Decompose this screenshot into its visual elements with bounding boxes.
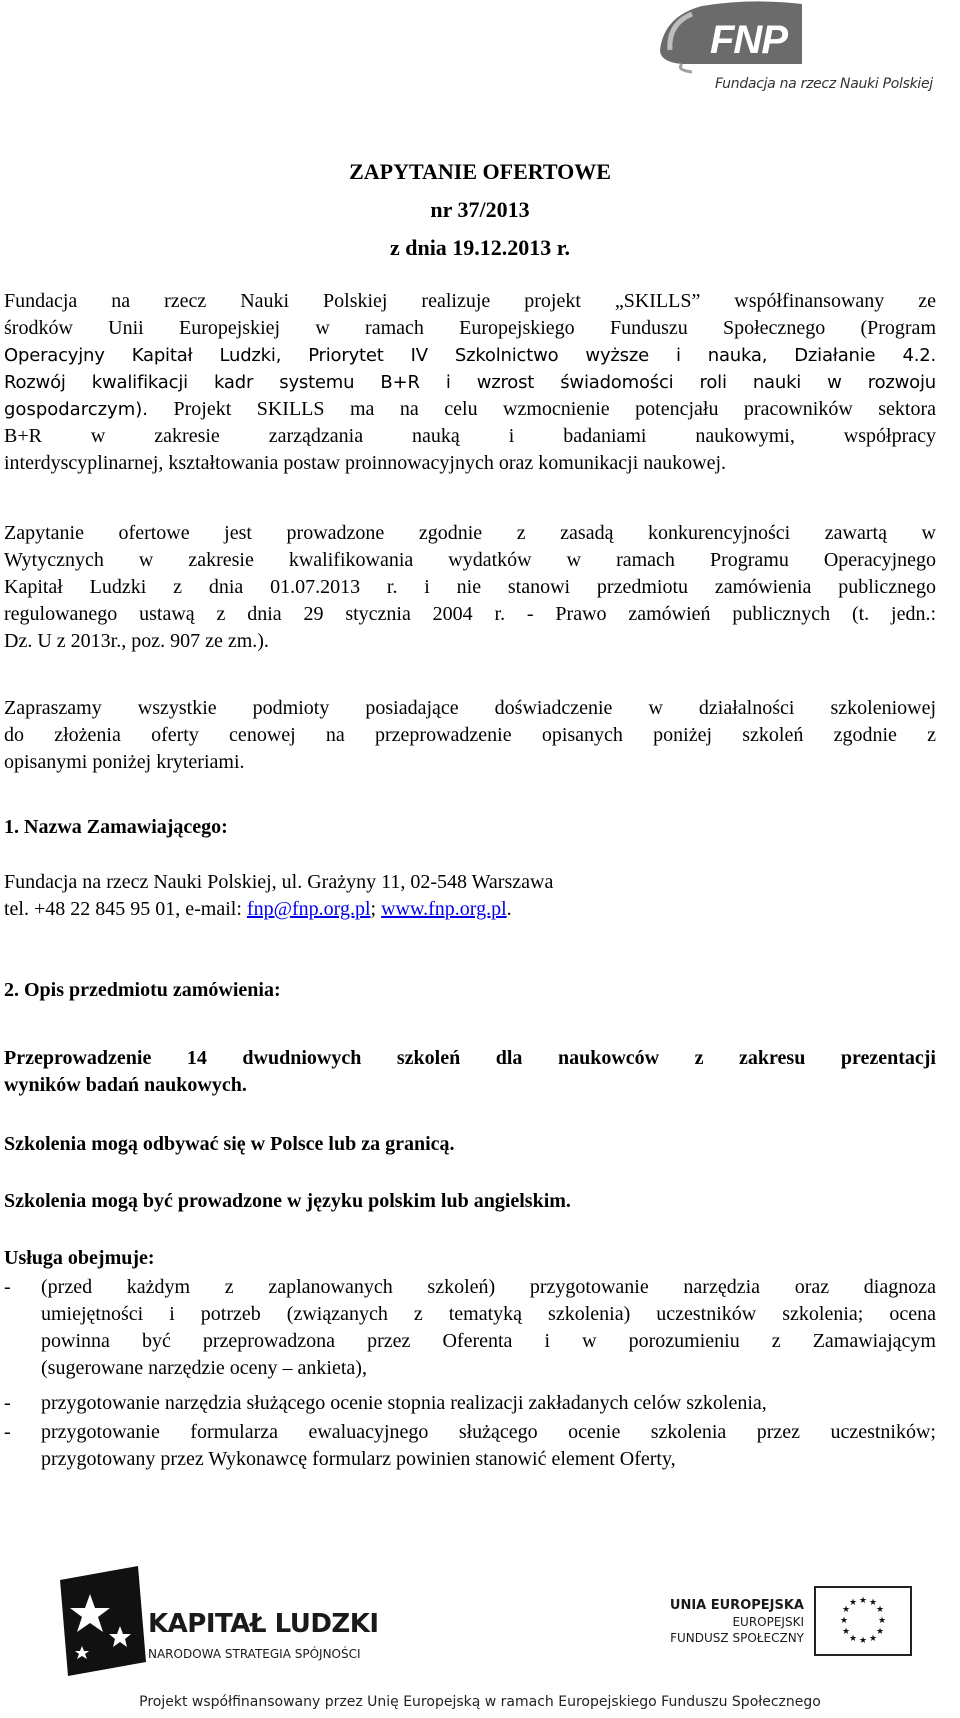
order-subject-line: Przeprowadzenie 14 dwudniowych szkoleń dla naukowców z zakresu prezentacji (4, 1047, 936, 1069)
list-dash: - (4, 1421, 11, 1443)
svg-text:★: ★ (839, 1616, 849, 1626)
invitation-line: Zapraszamy wszystkie podmioty posiadające doświadczenie w działalności szkoleniowej (4, 697, 936, 719)
svg-text:★: ★ (868, 1634, 878, 1644)
intro-line-end: Projekt SKILLS ma na celu wzmocnienie potencjału pracowników sektora (173, 398, 937, 420)
basis-line: Kapitał Ludzki z dnia 01.07.2013 r. i nie stanowi przedmiotu zamówienia publicznego (4, 576, 936, 598)
orderer-address: Fundacja na rzecz Nauki Polskiej, ul. Grażyny 11, 02-548 Warszawa (4, 871, 554, 893)
basis-line: Zapytanie ofertowe jest prowadzone zgodnie z zasadą konkurencyjności zawartą w (4, 522, 936, 544)
svg-text:★: ★ (841, 1627, 851, 1637)
svg-text:★: ★ (877, 1616, 887, 1626)
svg-text:★: ★ (868, 1598, 878, 1608)
training-language: Szkolenia mogą być prowadzone w języku polskim lub angielskim. (4, 1190, 571, 1212)
invitation-line: do złożenia oferty cenowej na przeprowadzenie opisanych poniżej szkoleń zgodnie z (4, 724, 936, 746)
service-item-line: powinna być przeprowadzona przez Oferenta i w porozumieniu z Zamawiającym (41, 1330, 936, 1352)
section-2-heading: 2. Opis przedmiotu zamówienia: (4, 979, 281, 1001)
training-location: Szkolenia mogą odbywać się w Polsce lub za granicą. (4, 1133, 455, 1155)
service-item (4, 1390, 936, 1417)
contact-prefix: tel. +48 22 845 95 01, e-mail: (4, 898, 247, 920)
footer-cofinancing-note: Projekt współfinansowany przez Unię Europejską w ramach Europejskiego Funduszu Społecznego (139, 1694, 821, 1710)
website-link[interactable]: www.fnp.org.pl (381, 898, 507, 920)
contact-separator: ; (370, 898, 382, 920)
svg-text:★: ★ (858, 1636, 868, 1646)
service-item (4, 1419, 936, 1473)
service-item-line: przygotowanie narzędzia służącego ocenie stopnia realizacji zakładanych celów szkolenia, (41, 1392, 767, 1414)
kapital-ludzki-title: KAPITAŁ LUDZKI (148, 1609, 379, 1639)
intro-line: B+R w zakresie zarządzania nauką i badaniami naukowymi, współpracy (4, 425, 936, 447)
intro-line: Fundacja na rzecz Nauki Polskiej realizuje projekt „SKILLS” współfinansowany ze (4, 290, 936, 312)
svg-text:★: ★ (875, 1627, 885, 1637)
intro-line-start: gospodarczym). (4, 399, 148, 420)
svg-text:★: ★ (875, 1605, 885, 1615)
document-title: ZAPYTANIE OFERTOWE (349, 159, 611, 184)
eu-line-1: UNIA EUROPEJSKA (669, 1598, 804, 1613)
email-link[interactable]: fnp@fnp.org.pl (246, 898, 371, 920)
service-item (4, 1274, 936, 1382)
intro-line: Rozwój kwalifikacji kadr systemu B+R i wzrost świadomości roli nauki w rozwoju (4, 372, 936, 393)
invitation-line: opisanymi poniżej kryteriami. (4, 751, 245, 773)
service-heading: Usługa obejmuje: (4, 1247, 155, 1269)
intro-line: Operacyjny Kapitał Ludzki, Priorytet IV Szkolnictwo wyższe i nauka, Działanie 4.2. (4, 345, 936, 366)
basis-line: Wytycznych w zakresie kwalifikowania wydatków w ramach Programu Operacyjnego (4, 549, 936, 571)
list-dash: - (4, 1392, 11, 1414)
intro-paragraph (4, 288, 936, 477)
contact-end: . (506, 898, 512, 920)
basis-paragraph (4, 520, 936, 655)
svg-text:★: ★ (848, 1598, 858, 1608)
eu-fund-label (670, 1598, 804, 1646)
basis-line: Dz. U z 2013r., poz. 907 ze zm.). (4, 630, 269, 652)
eu-stars-icon (816, 1588, 910, 1654)
service-item-line: przygotowanie formularza ewaluacyjnego służącego ocenie szkolenia przez uczestników; (41, 1421, 936, 1443)
basis-line: regulowanego ustawą z dnia 29 stycznia 2004 r. - Prawo zamówień publicznych (t. jedn.: (4, 603, 936, 625)
fnp-subtitle: Fundacja na rzecz Nauki Polskiej (715, 76, 933, 92)
kapital-ludzki-subtitle: NARODOWA STRATEGIA SPÓJNOŚCI (148, 1647, 361, 1661)
invitation-paragraph (4, 695, 936, 776)
order-subject (4, 1045, 936, 1099)
order-subject-line: wyników badań naukowych. (4, 1074, 247, 1096)
document-number: nr 37/2013 (430, 197, 530, 222)
eu-line-2: EUROPEJSKI (732, 1615, 804, 1629)
kapital-ludzki-emblem-icon (60, 1566, 146, 1676)
eu-flag-icon (814, 1586, 912, 1656)
intro-line: interdyscyplinarnej, kształtowania postaw proinnowacyjnych oraz komunikacji naukowej. (4, 452, 727, 474)
service-item-line: umiejętności i potrzeb (związanych z tematyką szkolenia) uczestników szkolenia; ocena (41, 1303, 936, 1325)
document-date: z dnia 19.12.2013 r. (389, 235, 571, 260)
eu-line-3: FUNDUSZ SPOŁECZNY (670, 1631, 804, 1645)
service-item-line: (przed każdym z zaplanowanych szkoleń) przygotowanie narzędzia oraz diagnoza (41, 1276, 936, 1298)
svg-text:★: ★ (848, 1634, 858, 1644)
service-item-line: (sugerowane narzędzie oceny – ankieta), (41, 1357, 367, 1379)
fnp-wordmark: FNP (710, 18, 787, 62)
intro-line-mixed (4, 396, 936, 423)
svg-text:★: ★ (858, 1596, 868, 1606)
orderer-contact (4, 896, 512, 923)
intro-line: środków Unii Europejskiej w ramach Europejskiego Funduszu Społecznego (Program (4, 317, 936, 339)
service-item-line: przygotowany przez Wykonawcę formularz powinien stanowić element Oferty, (41, 1448, 676, 1470)
section-1-heading: 1. Nazwa Zamawiającego: (4, 816, 228, 838)
list-dash: - (4, 1276, 11, 1298)
svg-text:★: ★ (841, 1605, 851, 1615)
